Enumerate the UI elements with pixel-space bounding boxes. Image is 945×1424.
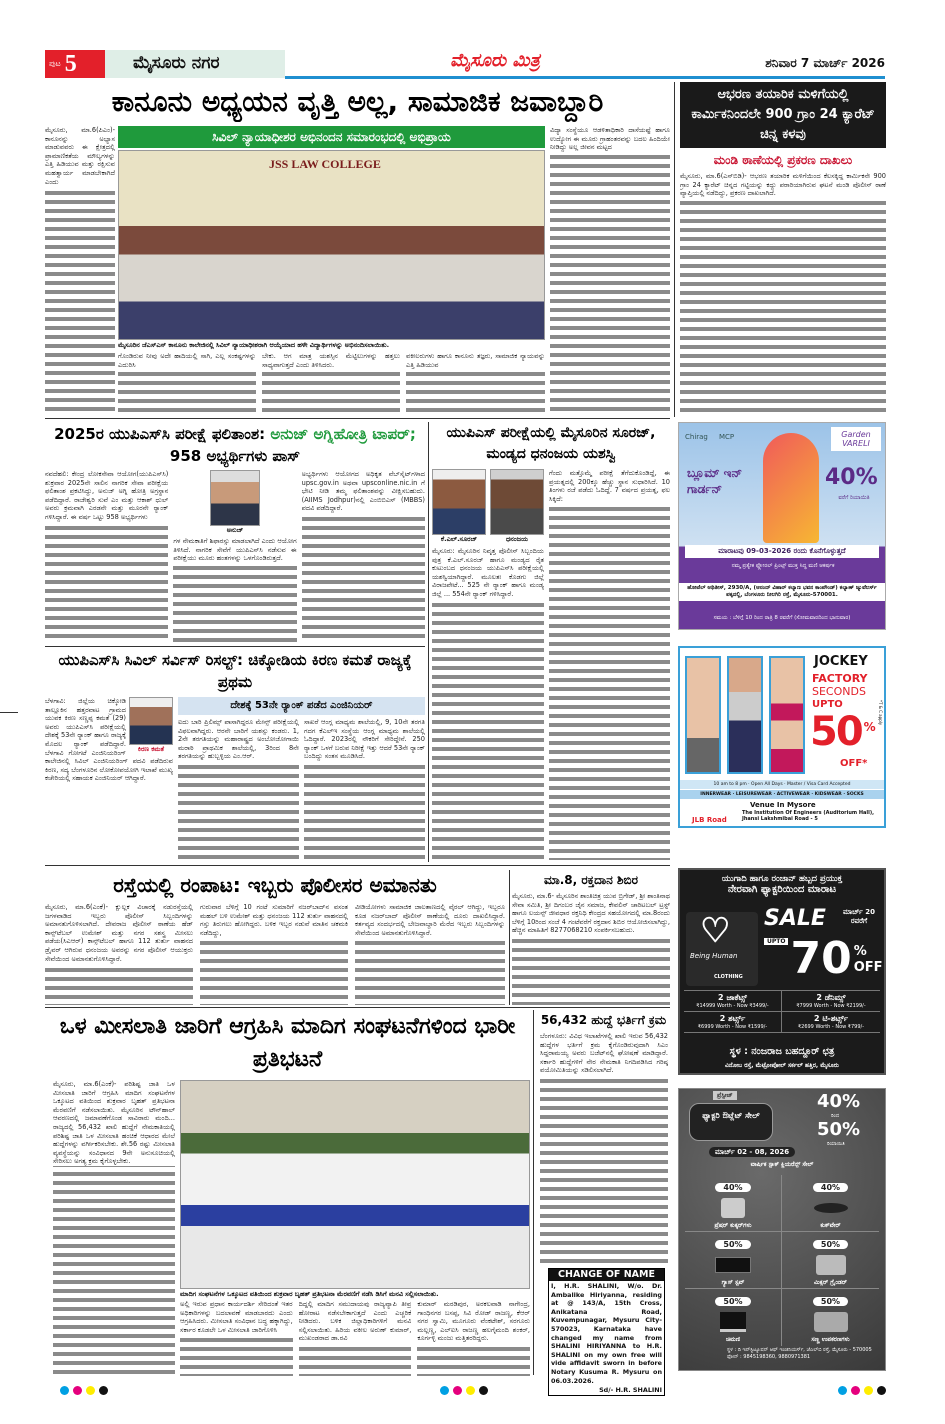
- side-story-headline: ಆಭರಣ ತಯಾರಿಕ ಮಳಿಗೆಯಲ್ಲಿ ಕಾರ್ಮಿಕನಿಂದಲೇ 900 ಗ್ರಾಂ 24 ಕ್ಯಾರೆಟ್ ಚಿನ್ನ ಕಳವು: [680, 82, 886, 148]
- lead-photo: [118, 150, 545, 340]
- page-number: 5: [64, 50, 77, 77]
- product-name: ಮಿಕ್ಸರ್ ಗ್ರೈಂಡರ್: [814, 1279, 847, 1286]
- suraj-figure: [432, 469, 486, 544]
- headline-part: 958 ಅಭ್ಯರ್ಥಿಗಳು ಪಾಸ್: [169, 447, 301, 465]
- side-story-body: ಮೈಸೂರು, ಮಾ.6(ಎಸ್‌ಬಿಡಿ)- ಆಭರಣ ತಯಾರಿಕ ಮಳಿಗೆಯಿಂದ ಕೆಲಸಕ್ಕಿದ್ದ ಕಾರ್ಮಿಕನೇ 900 ಗ್ರಾಂ 24 ಕ್ಯಾರೆಟ್ ಚಿನ್ನದ ಗಟ್ಟಿಯನ್ನು ಕದ್ದು ಪರಾರಿಯಾಗಿರುವ ಘಟನೆ ಮಂಡಿ ಪೊಲೀಸ್ ಠಾಣೆ ವ್ಯಾಪ್ತಿಯಲ್ಲಿ ನಡೆದಿದ್ದು, ಪ್ರಕರಣ ದಾಖಲಾಗಿದೆ.: [680, 172, 886, 417]
- jockey-hours: 10 am to 8 pm · Open All Days · Master / Visa Card Accepted: [680, 780, 884, 789]
- heart-icon: ♡: [700, 911, 731, 951]
- black-dot: [479, 1386, 488, 1395]
- headline-highlight: ಅನುಜ್ ಅಗ್ನಿಹೋತ್ರಿ ಟಾಪರ್;: [270, 425, 416, 443]
- divider: [428, 422, 429, 862]
- being-human-ad[interactable]: [678, 868, 886, 1075]
- kamate-subhead: ದೇಶಕ್ಕೆ 53ನೇ ರ್‍ಯಾಂಕ್ ಪಡೆದ ಎಂಜಿನಿಯರ್: [178, 697, 425, 715]
- prestige-address: ಸ್ಥಳ : ದಿ ಇನ್‌ಸ್ಟಿಟ್ಯೂಷನ್ ಆಫ್ ಇಂಜಿನಿಯರ್ಸ್, ಜೆಎಲ್‌ಬಿ ರಸ್ತೆ, ಮೈಸೂರು - 570005 ಫೋನ್ : 9845198360, 9880971381: [727, 1347, 872, 1360]
- madiga-col-4: ಕುಮಾರ್ ಮರಡಿಪುರ, ಅರಕಲವಾಡಿ ನಾಗೇಂದ್ರ, ಗಾಂಧಿನಗರ ಬಸಪ್ಪ, ಸಿವಿ ರೋಡ್ ರಾಜಣ್ಣ, ಕೆಆರ್ ನಗರ ಸ್ವಾಮಿ, ಮೂಗೂರು ವೆಂಕಟೇಶ್, ಸರಗೂರು ಮಲ್ಲಣ್ಣ, ಎಲ್‌ಐಸಿ ರಾಜಣ್ಣ ಹಲಗೈಮಂದಿ ಶಂಕರ್, ಕೂರ್ಗಳ್ಳಿ ಮಂಜು ಮತ್ತಿತರರಿದ್ದರು.: [417, 1300, 530, 1376]
- upsc-col-2-wrap: [173, 470, 296, 643]
- prestige-logo: ಪ್ರೆಸ್ಟೀಜ್: [713, 1091, 737, 1100]
- margin-mark: [0, 712, 18, 713]
- cyan-dot: [440, 1386, 449, 1395]
- bh-logo: [686, 912, 758, 986]
- vareli-brand: Garden VARELI: [831, 427, 881, 451]
- anuj-caption: ಅನುಜ್: [226, 526, 244, 534]
- rampage-headline: ರಸ್ತೆಯಲ್ಲಿ ರಂಪಾಟ: ಇಬ್ಬರು ಪೊಲೀಸರ ಅಮಾನತು: [113, 873, 437, 897]
- prestige-ad[interactable]: [678, 1088, 886, 1371]
- jockey-discount: [810, 710, 876, 754]
- product-discount: 50%: [715, 1240, 750, 1249]
- mysuru-upsc-article: [432, 423, 670, 860]
- vareli-address: ಹೋಟೆಲ್ ಅಥಿತೀಸ್, 2930/A, (ಆನಂದ್ ವಿಹಾರ್ ಕಲ್ಯಾಣ ಭವನ ಕಾಂಪೌಂಡ್) ಕಲ್ಯಾಣ್ ಜ್ಯುವೆಲರ್ಸ್ ಪಕ್ಕದಲ್ಲಿ, ಬೆಂಗಳೂರು ನೀಲಗಿರಿ ರಸ್ತೆ, ಮೈಸೂರು-570001.: [679, 583, 885, 601]
- vareli-discount: 40%: [825, 465, 878, 490]
- rampage-col-3: ವೀಡಿಯೋಗಳು ಸಾಮಾಜಿಕ ಜಾಲತಾಣದಲ್ಲಿ ವೈರಲ್ ಆಗಿದ್ದು, ಇಬ್ಬರೂ ಕೂಡ ನಜರ್‌ಬಾದ್ ಪೊಲೀಸ್ ಠಾಣೆಯಲ್ಲಿ ದೂರು ದಾಖಲಿಸಿದ್ದಾರೆ. ಕರ್ತವ್ಯದ ಸಂದರ್ಭದಲ್ಲಿ ಬೇಜವಾಬ್ದಾರಿ ಮೆರೆದ ಇಬ್ಬರು ಸಿಬ್ಬಂದಿಗಳನ್ನು ಸೇವೆಯಿಂದ ಅಮಾನತುಗೊಳಿಸಿದ್ದಾರೆ.: [355, 903, 505, 1005]
- lead-col-2: ಗೊಂಡಿರುವ ನೀವು ಅದೇ ಹಾದಿಯಲ್ಲಿ ಸಾಗಿ, ಎಲ್ಲ ಸಂಕಷ್ಟಗಳನ್ನು ಎದುರಿಸಿ: [118, 352, 256, 416]
- product-discount: 50%: [813, 1240, 848, 1249]
- vareli-partner-2: MCP: [719, 433, 735, 441]
- prestige-products: [685, 1175, 879, 1346]
- product-discount: 50%: [715, 1297, 750, 1306]
- masthead-logo: ಮೈಸೂರು ಮಿತ್ರ: [450, 50, 540, 71]
- product-tile: [685, 1289, 782, 1346]
- pan-icon: [814, 1203, 848, 1213]
- mysuru-upsc-headline: ಯುಪಿಎಸ್ ಪರೀಕ್ಷೆಯಲ್ಲಿ ಮೈಸೂರಿನ ಸೂರಜ್, ಮಂಡ್ಯದ ಧನಂಜಯ ಯಶಸ್ವಿ: [446, 425, 656, 462]
- registration-marks-center: [440, 1380, 492, 1399]
- mysuru-upsc-columns: [432, 469, 670, 860]
- madiga-photo-caption: ಮಾದಿಗ ಸಂಘಟನೆಗಳ ಒಕ್ಕೂಟದ ವತಿಯಿಂದ ಶುಕ್ರವಾರ ಬೃಹತ್ ಪ್ರತಿಭಟನಾ ಮೆರವಣಿಗೆ ನಡೆಸಿ ಡಿಸಿಗೆ ಮನವಿ ಸಲ್ಲಿಸಲಾಯಿತು.: [180, 1290, 439, 1298]
- headline-part: 2025ರ ಯುಪಿಎಸ್‌ಸಿ ಪರೀಕ್ಷೆ ಫಲಿತಾಂಶ:: [54, 425, 271, 443]
- kamate-col-2: ಐದು ಬಾರಿ ಪ್ರಿಲಿಮ್ಸ್ ಪಾಸಾಗಿದ್ದರೂ ಮೇನ್ಸ್ ಪರೀಕ್ಷೆಯಲ್ಲಿ ವಿಫಲವಾಗಿದ್ದರು. ಆರನೇ ಬಾರಿಗೆ ಯಶಸ್ಸು ಕಂಡರು. 1, 2ನೇ ತರಗತಿಯನ್ನು ಮಹಾರಾಷ್ಟ್ರದ ಅಂಬೋಜೋಗಾಯಿ ಮರಾಠಿ ಪ್ರಾಥಮಿಕ ಶಾಲೆಯಲ್ಲಿ, 3ರಿಂದ 8ನೇ ತರಗತಿಯನ್ನು ಹುಬ್ಬಳ್ಳಿಯ ಎಂ.ಆರ್.: [178, 718, 299, 861]
- prestige-pct-1: 40%: [817, 1091, 861, 1112]
- posts-body: ಬೆಂಗಳೂರು: ವಿವಿಧ ಇಲಾಖೆಗಳಲ್ಲಿ ಖಾಲಿ ಇರುವ 56,432 ಹುದ್ದೆಗಳ ಭರ್ತಿಗೆ ಕ್ರಮ ಕೈಗೊಂಡಿರುವುದಾಗಿ ಸಿಎಂ ಸಿದ್ದರಾಮಯ್ಯ ಅವರು ಬಜೆಟ್‌ನಲ್ಲಿ ಘೋಷಣೆ ಮಾಡಿದ್ದಾರೆ. ಸರ್ಕಾರಿ ಹುದ್ದೆಗಳಿಗೆ ನೇರ ನೇಮಕಾತಿ ನಿಗದಿಪಡಿಸಿದ ಗರಿಷ್ಠ ವಯೋಮಿತಿಯನ್ನು ಸಡಿಲಿಸಲಾಗಿದೆ.: [540, 1032, 668, 1264]
- offer-item: 2 ಡೆನಿಮ್ಸ್: [816, 993, 846, 1002]
- model-2: [727, 656, 763, 774]
- mysuru-upsc-left: [432, 469, 544, 860]
- bh-discount: [764, 934, 882, 984]
- lead-col-3: ಬೇಕು. ಆಗ ಮಾತ್ರ ಯಶಸ್ಸಿನ ಮೆಟ್ಟಿಲುಗಳನ್ನು ಹತ್ತಲು ಸಾಧ್ಯವಾಗುತ್ತದೆ ಎಂದು ತಿಳಿಸಿದರು.: [262, 352, 400, 416]
- dhananjaya-caption: ಧನಂಜಯ: [505, 535, 529, 543]
- dhananjaya-photo: [490, 469, 544, 535]
- prestige-pct-2: 50%: [817, 1119, 861, 1140]
- upsc-headline: [45, 423, 425, 467]
- gas-stove-icon: [715, 1257, 751, 1273]
- jockey-line-2: SECONDS: [812, 685, 866, 698]
- prestige-pct-1-note: ರಿಂದ: [831, 1113, 840, 1119]
- yellow-dot: [864, 1386, 873, 1395]
- divider: [674, 82, 675, 417]
- madiga-right: [180, 1080, 530, 1376]
- bh-offer: [782, 991, 880, 1012]
- upsc-article: [45, 423, 425, 643]
- header-rule: [285, 76, 885, 79]
- jockey-venue: The Institution Of Engineers (Auditorium Hall), Jhansi Lakshmibai Road - 5: [742, 810, 875, 822]
- model-3: [769, 656, 805, 774]
- product-tile: [782, 1175, 879, 1232]
- registration-marks-right: [838, 1380, 890, 1399]
- madiga-col-1: ಮೈಸೂರು, ಮಾ.6(ಎಂಕೆ)- ಪರಿಶಿಷ್ಟ ಜಾತಿ ಒಳ ಮೀಸಲಾತಿ ಜಾರಿಗೆ ಆಗ್ರಹಿಸಿ ಮಾದಿಗ ಸಂಘಟನೆಗಳ ಒಕ್ಕೂಟದ ವತಿಯಿಂದ ಶುಕ್ರವಾರ ಬೃಹತ್ ಪ್ರತಿಭಟನಾ ಮೆರವಣಿಗೆ ನಡೆಸಲಾಯಿತು. ಮೈಸೂರಿನ ಟೌನ್‌ಹಾಲ್ ಆವರಣದಲ್ಲಿ ಜಮಾವಣೆಗೊಂಡ ಸಾವಿರಾರು ಮಂದಿ... ರಾಜ್ಯದಲ್ಲಿ 56,432 ಖಾಲಿ ಹುದ್ದೆಗೆ ನೇಮಕಾತಿಯಲ್ಲಿ ಪರಿಶಿಷ್ಟ ಜಾತಿ ಒಳ ಮೀಸಲಾತಿ ಹಂಚಿಕೆ ಆಧಾರದ ಮೇಲೆ ಹುದ್ದೆಗಳನ್ನು ವರ್ಗೀಕರಿಸಬೇಕು. ಶೇ.56 ರಷ್ಟು ಮೀಸಲಾತಿ ವ್ಯವಸ್ಥೆಯನ್ನು ಸಂವಿಧಾನದ 9ನೇ ಅನುಸೂಚಿಯಲ್ಲಿ ಸೇರಿಸಲು ಅಗತ್ಯ ಕ್ರಮ ಕೈಗೊಳ್ಳಬೇಕು.: [53, 1080, 175, 1376]
- college-banner: JSS LAW COLLEGE: [269, 157, 381, 171]
- vareli-partner-1: Chirag: [685, 433, 708, 441]
- divider: [509, 870, 510, 1005]
- prestige-title: ಫ್ಯಾಕ್ಟರಿ ಔಟ್ಲೆಟ್ ಸೇಲ್: [689, 1103, 773, 1141]
- page-number-box: [45, 50, 105, 78]
- vareli-title: ಬ್ಲೂಮ್ ಇನ್ ಗಾರ್ಡನ್: [687, 466, 743, 496]
- jockey-upto: UPTO: [812, 699, 843, 710]
- upsc-col-2: ಗಳ ನೇಮಕಾತಿಗೆ ಶಿಫಾರಸ್ಸು ಮಾಡಲಾಗಿದೆ ಎಂದು ಆಯೋಗ ತಿಳಿಸಿದೆ. ನಾಗರಿಕ ಸೇವೆಗೆ ಯುಪಿಎಸ್‌ಸಿ ನಡೆಸುವ ಈ ಪರೀಕ್ಷೆಯು ಮೂರು ಹಂತಗಳನ್ನು ಒಳಗೊಂಡಿರುತ್ತದೆ.: [173, 537, 296, 643]
- suraj-caption: ಕೆ.ಎಲ್.ಸೂರಜ್: [440, 535, 478, 543]
- mixer-icon: [816, 1255, 846, 1275]
- prestige-dates: ಮಾರ್ಚ್ 02 - 08, 2026: [709, 1147, 795, 1157]
- rampage-col-2: ಗುರುವಾರ ಬೆಳಿಗ್ಗೆ 10 ಗಂಟೆ ಸುಮಾರಿಗೆ ನಜರ್‌ಬಾದ್‌ನ ವಸಂತ ಮಹಲ್ ಬಳಿ ಉಮೇಶ್ ಮತ್ತು ಧನಂಜಯ 112 ತುರ್ತು ವಾಹನದಲ್ಲಿ ಗಸ್ತು ತಿರುಗಲು ಹೋಗಿದ್ದರು. ಬಳಿಕ ಇಬ್ಬರ ನಡುವೆ ಮಾತಿನ ಚಕಮಕಿ ನಡೆದಿದ್ದು,: [200, 903, 348, 1005]
- bh-off: % OFF: [853, 944, 883, 975]
- jockey-road: JLB Road: [692, 816, 727, 824]
- jockey-value: 50: [810, 709, 862, 755]
- registration-marks-left: [60, 1380, 112, 1399]
- page-label: ಪುಟ: [49, 59, 61, 68]
- bh-venue: ಸ್ಥಳ : ನಂಜರಾಜ ಬಹದ್ದೂರ್ ಛತ್ರ: [729, 1046, 835, 1057]
- divider: [45, 1007, 670, 1008]
- offer-price: ₹6999 Worth - Now ₹1599/-: [697, 1024, 768, 1030]
- bh-brand: Being Human: [690, 952, 738, 960]
- madiga-protest-photo: [180, 1080, 530, 1289]
- bh-until: ಮಾರ್ಚ್ 20 ರವರೆಗೆ: [843, 908, 875, 925]
- pressure-cooker-icon: [721, 1198, 745, 1218]
- product-name: ಚಿಮಣಿ: [726, 1336, 740, 1343]
- notice-signature: Sd/- H.R. SHALINI: [599, 1386, 662, 1395]
- bh-offer: [684, 991, 782, 1012]
- product-name: ಗ್ಯಾಸ್ ಸ್ಟವ್: [721, 1279, 745, 1286]
- upsc-col-3: ಅಭ್ಯರ್ಥಿಗಳು ಆಯೋಗದ ಅಧಿಕೃತ ವೆಬ್‌ಸೈಟ್‌ಗಳಾದ upsc.gov.in ಅಥವಾ upsconline.nic.in ಗೆ ಭೇಟಿ ನೀಡಿ ತಮ್ಮ ಫಲಿತಾಂಶವನ್ನು ವೀಕ್ಷಿಸಬಹುದು. (AIIMS Jodhpur)ನಲ್ಲಿ ಎಂಬಿಬಿಎಸ್ (MBBS) ಪದವಿ ಪಡೆದಿದ್ದಾರೆ.: [302, 470, 425, 643]
- notice-title: CHANGE OF NAME: [549, 1269, 664, 1281]
- mysuru-upsc-col-2: ಗೆಂದು ಮತ್ತೊಮ್ಮೆ ಪರೀಕ್ಷೆ ತೆಗೆದುಕೊಂಡಿದ್ದೆ, ಈ ಪ್ರಯತ್ನದಲ್ಲಿ 200ಕ್ಕೂ ಹೆಚ್ಚು ಸ್ಥಾನ ಸುಧಾರಿಸಿದೆ. 10 ತಿಂಗಳು ರಜೆ ಪಡೆದು ಓದಿದ್ದೆ. 7 ವರ್ಷದ ಪ್ರಯತ್ನ, ಫಲ ಸಿಕ್ಕಿದೆ:: [549, 469, 670, 860]
- lead-subhead: ಸಿವಿಲ್ ನ್ಯಾಯಾಧೀಶರ ಅಭಿನಂದನ ಸಮಾರಂಭದಲ್ಲಿ ಅಭಿಪ್ರಾಯ: [118, 126, 545, 148]
- bh-line-1: ಯುಗಾದಿ ಹಾಗೂ ರಂಜಾನ್ ಹಬ್ಬದ ಪ್ರಯುಕ್ತ: [721, 874, 843, 884]
- kamate-columns: [45, 697, 425, 861]
- vareli-time: ಸಮಯ : ಬೆಳಿಗ್ಗೆ 10 ರಿಂದ ರಾತ್ರಿ 8 ರವರೆಗೆ (ಸೋಮವಾರದಿಂದ ಭಾನುವಾರ): [713, 615, 851, 621]
- lead-col-1: ಮೈಸೂರು, ಮಾ.6(ಪಿಎಂ)- ಕಾನೂನನ್ನು ಅಭ್ಯಾಸ ಮಾಡುವವರು ಈ ಕ್ಷೇತ್ರದಲ್ಲಿ ಪ್ರಾಮಾಣಿಕತೆಯ ಮೌಲ್ಯಗಳನ್ನು ಎತ್ತಿ ಹಿಡಿಯುವ ಮತ್ತು ರಕ್ಷಿಸುವ ಮಹತ್ವಾರ್ಯ ಮಾಡಬೇಕಾಗಿದೆ ಎಂದು: [45, 126, 115, 416]
- bh-address: ವಿನೋಬ ರಸ್ತೆ, ಮೆಟ್ರೋಪೋಲ್ ಸರ್ಕಲ್ ಹತ್ತಿರ, ಮೈಸೂರು: [725, 1062, 839, 1069]
- mysuru-upsc-col-1: ಮೈಸೂರು: ಮೈಸೂರಿನ ನಿವೃತ್ತ ಪೊಲೀಸ್ ಸಿಬ್ಬಂದಿಯ ಪುತ್ರ ಕೆ.ಎಲ್.ಸೂರಜ್ ಹಾಗೂ ಮಂಡ್ಯದ ರೈತ ಕುಟುಂಬದ ಧನಂಜಯ ಯುಪಿಎಸ್‌ಸಿ ಪರೀಕ್ಷೆಯಲ್ಲಿ ಯಶಸ್ವಿಯಾಗಿದ್ದಾರೆ. ಮೂಲತಃ ಕೊಡಗು ಜಿಲ್ಲೆ ವಿರಾಜಪೇಟೆ... 525 ನೇ ರ್‍ಯಾಂಕ್ ಹಾಗೂ ಮಂಡ್ಯ ಜಿಲ್ಲೆ ... 554ನೇ ರ್‍ಯಾಂಕ್ ಗಳಿಸಿದ್ದಾರೆ.: [432, 547, 544, 860]
- lead-col-5: ವಿದ್ಯಾ ಸಂಸ್ಥೆಯೂ ಆಡಳಿತಾಧಿಕಾರಿ ದಾಸೆಯಷ್ಟೆ ಹಾಗೂ ಉದ್ಯೋಗ ಈ ಮೂರು ಗ್ರಾಹಂತರವನ್ನು ಬದಲ ಹಿಂದಿಯೇ ನೀಡಿದ್ದು ಅಲ್ಲ ಜೀವನ ಮಟ್ಟದ: [550, 126, 670, 416]
- yellow-dot: [466, 1386, 475, 1395]
- offer-price: ₹7999 Worth - Now ₹2199/-: [796, 1003, 866, 1009]
- lead-col-4: ವಕೀಲರುಗಳು ಹಾಗೂ ಕಾನೂನು ತಜ್ಞರು, ಸಾಮಾಜಿಕ ನ್ಯಾಯವನ್ನು ಎತ್ತಿ ಹಿಡಿಯುವ: [406, 352, 545, 416]
- prestige-subtitle: ವಾರ್ಷಿಕ ಸ್ಟಾಕ್ ಕ್ಲಿಯರೆನ್ಸ್ ಸೇಲ್: [750, 1161, 814, 1168]
- notice-body: I, H.R. SHALINI, W/o. Dr. Ambalike Hiriyanna, residing at @ 143/A, 15th Cross, Anikatana Road, Kuvempunagar, Mysuru City-570023, Karnataka have changed my name from SHALINI HIRIYANNA to H.R. SHALINI on my own free will vide affidavit sworn in before Notary Kusuma R. Mysuru on 06.03.2026.: [551, 1282, 662, 1385]
- lead-headline: ಕಾನೂನು ಅಧ್ಯಯನ ವೃತ್ತಿ ಅಲ್ಲ, ಸಾಮಾಜಿಕ ಜವಾಬ್ದಾರಿ: [111, 85, 604, 118]
- product-name: ಪ್ರೆಷರ್ ಕುಕ್ಕರ್‌ಗಳು: [714, 1222, 752, 1229]
- suraj-photo: [432, 469, 486, 535]
- vareli-end-date: ಮಾರಾಟವು 09-03-2026 ರಂದು ಕೊನೆಗೊಳ್ಳುತ್ತದೆ: [685, 545, 879, 558]
- offer-item: 2 ಜಾಕೆಟ್ಸ್: [717, 993, 748, 1002]
- issue-date: ಶನಿವಾರ 7 ಮಾರ್ಚ್ 2026: [765, 56, 885, 70]
- jockey-line-1: FACTORY: [812, 672, 868, 685]
- blood-headline: ಮಾ.8, ರಕ್ತದಾನ ಶಿಬಿರ: [544, 873, 638, 887]
- offer-item: 2 ಶರ್ಟ್ಸ್: [719, 1014, 746, 1023]
- side-story-subhead: ಮಂಡಿ ಠಾಣೆಯಲ್ಲಿ ಪ್ರಕರಣ ದಾಖಲು: [713, 153, 853, 167]
- kamate-col-3: ಸಾಖರೆ ಆಂಗ್ಲ ಮಾಧ್ಯಮ ಶಾಲೆಯಲ್ಲಿ, 9, 10ನೇ ತರಗತಿ ಗದಗ ಕೆಎಲ್‌ಇ ಸಂಸ್ಥೆಯ ಆಂಗ್ಲ ಮಾಧ್ಯಮ ಶಾಲೆಯಲ್ಲಿ ಓದಿದ್ದಾರೆ. 2023ರಲ್ಲಿ ನೌಕರಿಗೆ ಸೇರಿದ್ದೇನೆ. 250 ರ್‍ಯಾಂಕ್ ಒಳಗೆ ಬರುವ ನಿರೀಕ್ಷೆ ಇತ್ತು ಆದರೆ 53ನೇ ರ್‍ಯಾಂಕ್ ಬಂದಿದ್ದು ಸಂತಸ ಮೂಡಿಸಿದೆ.: [304, 718, 425, 861]
- posts-headline: 56,432 ಹುದ್ದೆ ಭರ್ತಿಗೆ ಕ್ರಮ: [540, 1013, 667, 1027]
- offer-price: ₹14999 Worth - Now ₹3499/-: [696, 1003, 769, 1009]
- lead-photo-caption: ಮೈಸೂರಿನ ಜೆಎಸ್‌ಎಸ್ ಕಾನೂನು ಕಾಲೇಜಿನಲ್ಲಿ ಸಿವಿಲ್ ನ್ಯಾಯಾಧೀಶರಾಗಿ ಆಯ್ಕೆಯಾದ ಹಳೇ ವಿದ್ಯಾರ್ಥಿಗಳನ್ನು ಅಭಿನಂದಿಸಲಾಯಿತು.: [118, 341, 390, 349]
- model-1: [685, 656, 721, 774]
- divider: [45, 865, 670, 866]
- jockey-categories: INNERWEAR · LEISUREWEAR · ACTIVEWEAR · KIDSWEAR · SOCKS: [680, 790, 884, 799]
- bh-offer: [782, 1012, 880, 1033]
- product-name: ಕುಕ್‌ವೇರ್: [820, 1222, 841, 1229]
- appliances-icon: [814, 1312, 848, 1332]
- product-tile: [782, 1289, 879, 1346]
- kamate-article: [45, 649, 425, 861]
- product-tile: [782, 1232, 879, 1289]
- magenta-dot: [73, 1386, 82, 1395]
- kamate-right-columns: [178, 718, 425, 861]
- bh-offer: [684, 1012, 782, 1033]
- prestige-pct-2-note: ರಿಯಾಯಿತಿ: [827, 1141, 845, 1147]
- madiga-bottom-columns: [180, 1300, 530, 1376]
- saree-model: [763, 433, 819, 543]
- jockey-pct: %: [863, 720, 876, 734]
- divider: [45, 646, 425, 647]
- kiran-figure: [129, 697, 173, 754]
- magenta-dot: [453, 1386, 462, 1395]
- magenta-dot: [851, 1386, 860, 1395]
- kiran-caption: ಕಿರಣ ಕಮತೆ: [137, 745, 165, 753]
- anuj-photo: [210, 470, 260, 526]
- bh-upto: UPTO: [764, 938, 788, 945]
- vareli-discount-note: ವರೆಗೆ ರಿಯಾಯಿತಿ: [838, 495, 870, 501]
- bh-sale: SALE: [764, 906, 826, 931]
- bh-offers-grid: [684, 990, 880, 1033]
- madiga-headline: ಒಳ ಮೀಸಲಾತಿ ಜಾರಿಗೆ ಆಗ್ರಹಿಸಿ ಮಾದಿಗ ಸಂಘಟನೆಗಳಿಂದ ಭಾರೀ ಪ್ರತಿಭಟನೆ: [59, 1014, 516, 1072]
- jockey-ad[interactable]: [678, 646, 886, 828]
- cyan-dot: [838, 1386, 847, 1395]
- black-dot: [877, 1386, 886, 1395]
- madiga-col-3: ದಿದ್ದಲ್ಲಿ ಮಾದಿಗ ಸಮುದಾಯವು ರಾಜ್ಯವ್ಯಾಪಿ ತೀವ್ರ ಹೋರಾಟ ನಡೆಸಬೇಕಾಗುತ್ತದೆ ಎಂದು ಎಚ್ಚರಿಕೆ ನೀಡಿದರು. ಬಳಿಕ ಜಿಲ್ಲಾಧಿಕಾರಿಗಳಿಗೆ ಮನವಿ ಸಲ್ಲಿಸಲಾಯಿತು. ಹಿರಿಯ ವಕೀಲ ಅರುಣ್ ಕುಮಾರ್, ಮುಖಂಡರಾದ ಡಾ.ರವಿ: [299, 1300, 412, 1376]
- rampage-col-1: ಮೈಸೂರು, ಮಾ.6(ಎಂಕೆ)- ಕ್ಷುಲ್ಲಕ ವಿಚಾರಕ್ಕೆ ನಡುರಸ್ತೆಯಲ್ಲಿ ಜಗಳವಾಡಿದ ಇಬ್ಬರು ಪೊಲೀಸ್ ಸಿಬ್ಬಂದಿಗಳನ್ನು ಅಮಾನತುಗೊಳಿಸಲಾಗಿದೆ. ದೇವರಾಜ ಪೊಲೀಸ್ ಠಾಣೆಯ ಹೆಡ್ ಕಾನ್ಸ್‌ಟೆಬಲ್ ಉಮೇಶ್ ಮತ್ತು ನಗರ ಸಶಸ್ತ್ರ ಮೀಸಲು ಪಡೆಯ(ಸಿಎಆರ್) ಕಾನ್ಸ್‌ಟೆಬಲ್ ಹಾಗೂ 112 ತುರ್ತು ವಾಹನದ ಡ್ರೈವರ್ ಆಗಿರುವ ಧನಂಜಯ ಅವರನ್ನು ನಗರ ಪೊಲೀಸ್ ಆಯುಕ್ತರು ಸೇವೆಯಿಂದ ಅಮಾನತುಗೊಳಿಸಿದ್ದಾರೆ.: [45, 903, 193, 1005]
- product-tile: [685, 1175, 782, 1232]
- cyan-dot: [60, 1386, 69, 1395]
- chimney-icon: [720, 1312, 746, 1332]
- garden-vareli-ad[interactable]: [678, 422, 886, 630]
- madiga-col-2: ಅಲ್ಲಿ ಇರುವ ಪ್ರಧಾನ ಕಾರ್ಯದರ್ಶಿ ಸೇರಿದಂತೆ ಇತರ ಅಧಿಕಾರಿಗಳನ್ನು ಬದಲಾವಣೆ ಮಾಡಬಾರದು ಎಂದು ಆಗ್ರಹಿಸಿದರು. ಮೀಸಲಾತಿ ಸಂವಿಧಾನ ಬದ್ಧ ಹಕ್ಕಾಗಿದ್ದು, ಸರ್ಕಾರ ಕೂಡಲೇ ಒಳ ಮೀಸಲಾತಿ ಜಾರಿಗೊಳಿಸಿ: [180, 1300, 293, 1376]
- product-discount: 40%: [715, 1183, 750, 1192]
- product-discount: 40%: [813, 1183, 848, 1192]
- photo-pair: [432, 469, 544, 544]
- jockey-off: OFF*: [840, 758, 868, 769]
- dhananjaya-figure: [490, 469, 544, 544]
- product-discount: 50%: [813, 1297, 848, 1306]
- vareli-tagline: ನಮ್ಮ ಪ್ರತ್ಯೇಕ ಫ್ಲೋರಲ್ ಪ್ರಿಂಟ್ಸ್ ಮುಕ್ತ ಸಿದ್ಧ ಮಣಿ ಆಕರ್ಷಕ: [731, 563, 835, 569]
- yellow-dot: [86, 1386, 95, 1395]
- madiga-article: [45, 1010, 530, 1376]
- madiga-columns: [45, 1080, 530, 1376]
- section-name: ಮೈಸೂರು ನಗರ: [105, 50, 285, 78]
- product-tile: [685, 1232, 782, 1289]
- kamate-right: [178, 697, 425, 861]
- side-story: [680, 82, 886, 417]
- kamate-col-1: ಕಿರಣ ಕಮತೆ ಬೆಳಗಾವಿ: ಜಿಲ್ಲೆಯ ಚಿಕ್ಕೋಡಿ ತಾಲ್ಲೂಕಿನ ಹತ್ತರವಾಟ ಗ್ರಾಮದ ಯುವಕ ಕಿರಣ ಸಣ್ಣಪ್ಪ ಕಮತೆ (29) ಅವರು ಯುಪಿಎಸ್‌ಸಿ ಪರೀಕ್ಷೆಯಲ್ಲಿ ದೇಶಕ್ಕೆ 53ನೇ ರ್‍ಯಾಂಕ್ ಹಾಗೂ ರಾಜ್ಯಕ್ಕೆ ಮೊದಲ ರ್‍ಯಾಂಕ್ ಪಡೆದಿದ್ದಾರೆ. ಬೆಳಗಾವಿ ಗೋಗಟೆ ಎಂಜಿನಿಯರಿಂಗ್ ಕಾಲೇಜಿನಲ್ಲಿ ಸಿವಿಲ್ ಎಂಜಿನಿಯರಿಂಗ್ ಪದವಿ ಪಡೆದಿರುವ ಕಿರಣ, ಸದ್ಯ ಬೆಂಗಳೂರಿನ ಲೋಕೋಪಯೋಗಿ ಇಲಾಖೆ ಮುಖ್ಯ ಕಚೇರಿಯಲ್ಲಿ ಸಹಾಯಕ ಎಂಜಿನಿಯರ್ ಆಗಿದ್ದಾರೆ.: [45, 697, 173, 861]
- bh-line-2: ನೇರವಾಗಿ ಫ್ಯಾಕ್ಟರಿಯಿಂದ ಮಾರಾಟ: [727, 884, 837, 895]
- upsc-columns: [45, 470, 425, 643]
- divider: [533, 1010, 534, 1375]
- kiran-photo: [129, 697, 173, 745]
- jockey-venue-title: Venue In Mysore: [750, 801, 816, 809]
- blood-body: ಮೈಸೂರು, ಮಾ.6- ಮೈಸೂರಿನ ಶಾಂತಿಚಿತ್ರ ಯುವ ಬ್ರಿಗೇಡ್, ಶ್ರೀ ಶಾಂತಿನಾಥ ಸೇವಾ ಸಮಿತಿ, ಶ್ರೀ ದಿಗಂಬರ ಜೈನ ಸಮಾಜ, ಕೇವಲಿನ್ ಚಾರಿಟಬಲ್ ಟ್ರಸ್ಟ್ ಹಾಗೂ ಲಯನ್ಸ್ ಜೀವಧಾರ ರಕ್ತನಿಧಿ ಕೇಂದ್ರದ ಸಹಯೋಗದಲ್ಲಿ ಮಾ.8ರಂದು ಬೆಳಿಗ್ಗೆ 10ರಿಂದ ಸಂಜೆ 4 ಗಂಟೆವರೆಗೆ ರಕ್ತದಾನ ಶಿಬಿರ ಆಯೋಜಿಸಲಾಗಿದ್ದು, ಹೆಚ್ಚಿನ ಮಾಹಿತಿಗೆ 8277068210 ಸಂಪರ್ಕಿಸಬಹುದು.: [512, 892, 670, 1005]
- black-dot: [99, 1386, 108, 1395]
- divider: [45, 418, 670, 419]
- bh-value: 70: [790, 933, 852, 984]
- product-name: ಸಣ್ಣ ಉಪಕರಣಗಳು: [811, 1336, 850, 1343]
- bh-brand-sub: CLOTHING: [714, 974, 743, 980]
- upsc-col-1: ನವದೆಹಲಿ: ಕೇಂದ್ರ ಲೋಕಸೇವಾ ಆಯೋಗ(ಯುಪಿಎಸ್‌ಸಿ) ಶುಕ್ರವಾರ 2025ನೇ ಸಾಲಿನ ನಾಗರಿಕ ಸೇವಾ ಪರೀಕ್ಷೆಯ ಫಲಿತಾಂಶ ಪ್ರಕಟಿಸಿದ್ದು, ಅನುಜ್ ಅಗ್ನಿ ಹೋತ್ರಿ ಅಗ್ರಸ್ಥಾನ ಪಡೆದಿದ್ದಾರೆ. ರಾಜೇಶ್ವರಿ ಸುವೆ ಎಂ ಮತ್ತು ಆಕಾಶ್ ಧುಲ್ ಅವರು ಕ್ರಮವಾಗಿ ಎರಡನೇ ಮತ್ತು ಮೂರನೇ ರ್‍ಯಾಂಕ್ ಗಳಿಸಿದ್ದಾರೆ. ಈ ವರ್ಷ ಒಟ್ಟು 958 ಅಭ್ಯರ್ಥಿಗಳು: [45, 470, 168, 643]
- jockey-brand: JOCKEY: [814, 654, 868, 669]
- jockey-terms: *T & C apply: [878, 700, 883, 726]
- offer-price: ₹2699 Worth - Now ₹799/-: [797, 1024, 865, 1030]
- kamate-headline: ಯುಪಿಎಸ್‌ಸಿ ಸಿವಿಲ್ ಸರ್ವಿಸ್ ರಿಸಲ್ಟ್: ಚಿಕ್ಕೋಡಿಯ ಕಿರಣ ಕಮತೆ ರಾಜ್ಯಕ್ಕೆ ಪ್ರಥಮ: [58, 651, 412, 691]
- change-of-name-notice: [548, 1268, 665, 1396]
- offer-item: 2 ಟಿ-ಶರ್ಟ್ಸ್: [813, 1014, 848, 1023]
